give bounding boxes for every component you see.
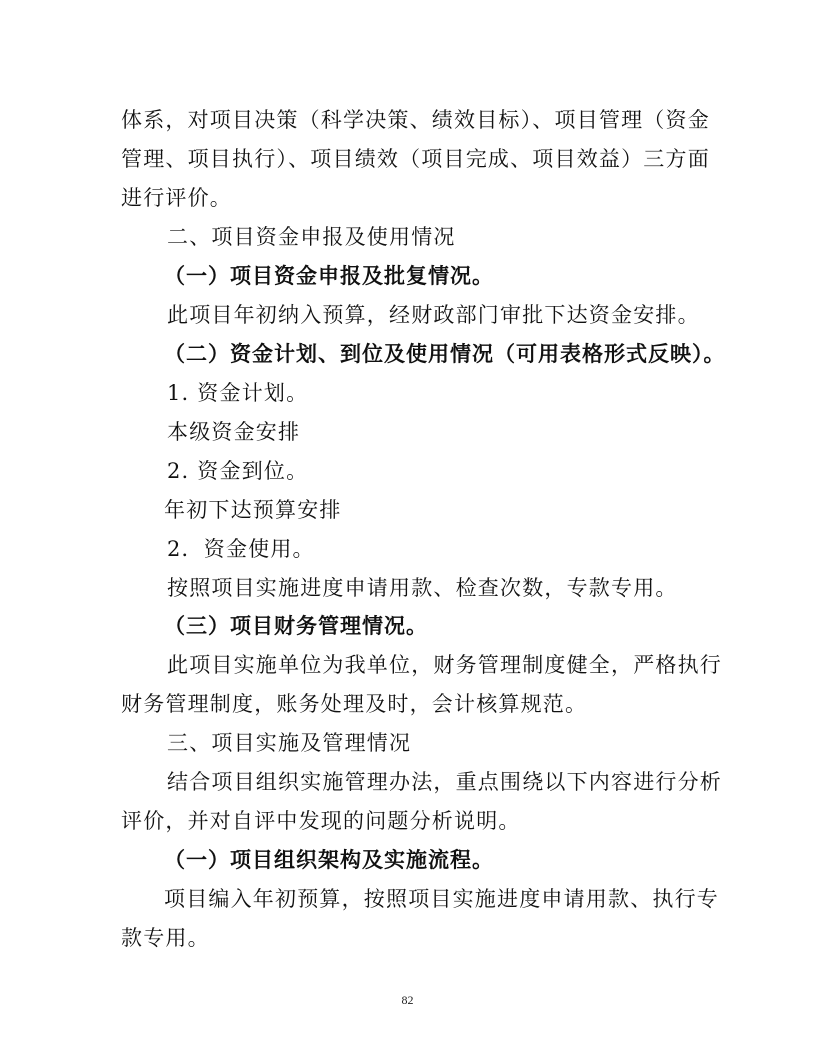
paragraph-line: 按照项目实施进度申请用款、检查次数，专款专用。 xyxy=(167,576,678,600)
subsection-heading: （二）资金计划、到位及使用情况（可用表格形式反映）。 xyxy=(164,342,726,366)
paragraph-line: 本级资金安排 xyxy=(167,420,301,444)
section-heading: 二、项目资金申报及使用情况 xyxy=(167,225,456,249)
subsection-heading: （一）项目资金申报及批复情况。 xyxy=(164,264,494,288)
list-item-heading: 1. 资金计划。 xyxy=(167,381,309,405)
subsection-heading: （三）项目财务管理情况。 xyxy=(164,614,428,638)
paragraph-line: 款专用。 xyxy=(121,926,210,950)
paragraph-line: 结合项目组织实施管理办法，重点围绕以下内容进行分析 xyxy=(167,770,722,794)
paragraph-line: 此项目实施单位为我单位，财务管理制度健全，严格执行 xyxy=(167,653,722,677)
paragraph-line: 项目编入年初预算，按照项目实施进度申请用款、执行专 xyxy=(164,887,719,911)
paragraph-line: 管理、项目执行）、项目绩效（项目完成、项目效益）三方面 xyxy=(121,147,710,171)
subsection-heading: （一）项目组织架构及实施流程。 xyxy=(164,848,494,872)
section-heading: 三、项目实施及管理情况 xyxy=(167,731,412,755)
paragraph-line: 此项目年初纳入预算，经财政部门审批下达资金安排。 xyxy=(167,303,700,327)
list-item-heading: 2．资金使用。 xyxy=(167,537,315,561)
paragraph-line: 体系，对项目决策（科学决策、绩效目标）、项目管理（资金 xyxy=(121,108,710,132)
paragraph-line: 进行评价。 xyxy=(121,186,232,210)
page-number: 82 xyxy=(401,993,414,1007)
paragraph-line: 年初下达预算安排 xyxy=(164,498,342,522)
paragraph-line: 财务管理制度，账务处理及时，会计核算规范。 xyxy=(121,692,588,716)
paragraph-line: 评价，并对自评中发现的问题分析说明。 xyxy=(121,809,521,833)
list-item-heading: 2. 资金到位。 xyxy=(167,459,309,483)
